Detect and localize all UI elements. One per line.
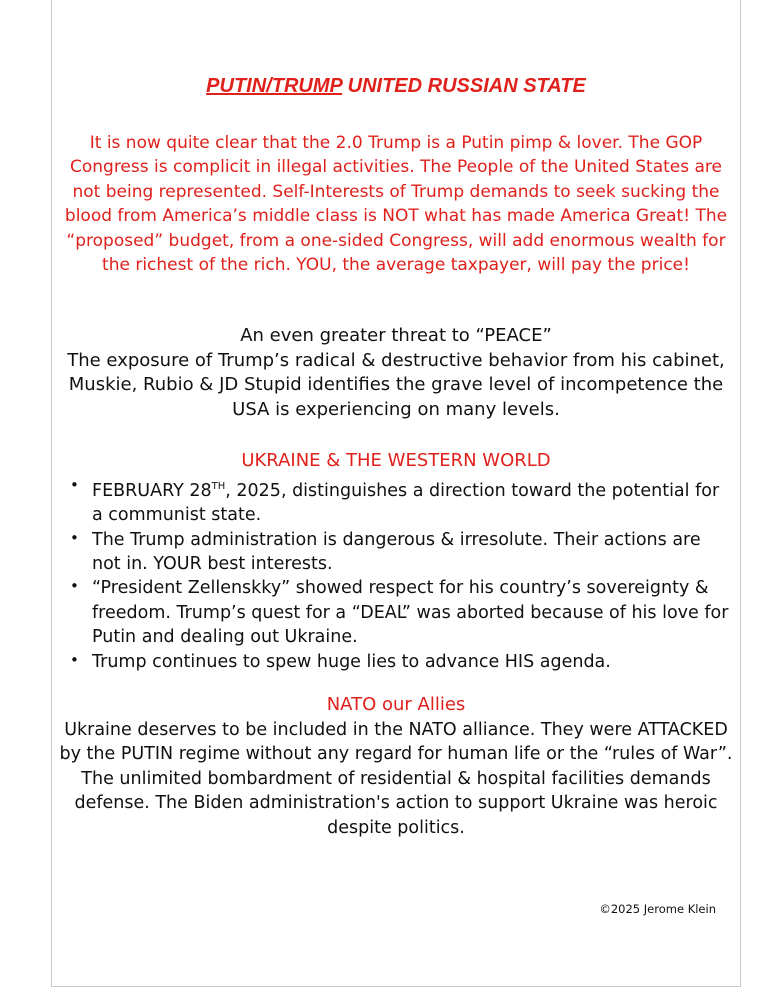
bullet-item: • “President Zellenskky” showed respect for his country’s sovereignty & freedom. Trump’s quest for a “DEAL” was aborted because of his love for Putin and dealing out Ukraine. [70, 576, 734, 649]
bullet-item: • Trump continues to spew huge lies to advance HIS agenda. [70, 650, 734, 674]
ukraine-heading: UKRAINE & THE WESTERN WORLD [241, 450, 551, 471]
threat-section [62, 324, 730, 422]
title-underlined-part: PUTIN/TRUMP [206, 75, 343, 97]
bullet-1-superscript: TH [211, 481, 226, 492]
nato-paragraph: Ukraine deserves to be included in the NATO alliance. They were ATTACKED by the PUTIN regime without any regard for human life or the “rules of War”. The unlimited bombardment of residential & hospital facilities demands defense. The Biden administration's action to support Ukraine was heroic despite politics. [59, 720, 733, 838]
ukraine-bullet-list [70, 475, 734, 674]
threat-text: The exposure of Trump’s radical & destructive behavior from his cabinet, Muskie, Rubio & JD Stupid identifies the grave level of incompetence the USA is experiencing on many levels. [67, 349, 725, 420]
document-title [52, 75, 740, 98]
copyright-notice: ©2025 Jerome Klein [599, 902, 716, 916]
bullet-1-pre: FEBRUARY 28 [92, 480, 212, 501]
bullet-1-post: , 2025, distinguishes a direction toward the potential for a communist state. [92, 480, 720, 526]
intro-paragraph: It is now quite clear that the 2.0 Trump is a Putin pimp & lover. The GOP Congress is complicit in illegal activities. The People of the United States are not being represented. Self-Interests of Trump demands to seek sucking the blood from America’s middle class is NOT what has made America Great! The “proposed” budget, from a one-sided Congress, will add enormous wealth for the richest of the rich. YOU, the average taxpayer, will pay the price! [64, 133, 728, 276]
title-rest: UNITED RUSSIAN STATE [342, 75, 586, 97]
bullet-item [70, 475, 734, 528]
document-page [51, 0, 741, 987]
threat-heading: An even greater threat to “PEACE” [240, 325, 552, 346]
bullet-item: • The Trump administration is dangerous & irresolute. Their actions are not in. YOUR best interests. [70, 528, 734, 577]
nato-heading: NATO our Allies [326, 694, 466, 715]
